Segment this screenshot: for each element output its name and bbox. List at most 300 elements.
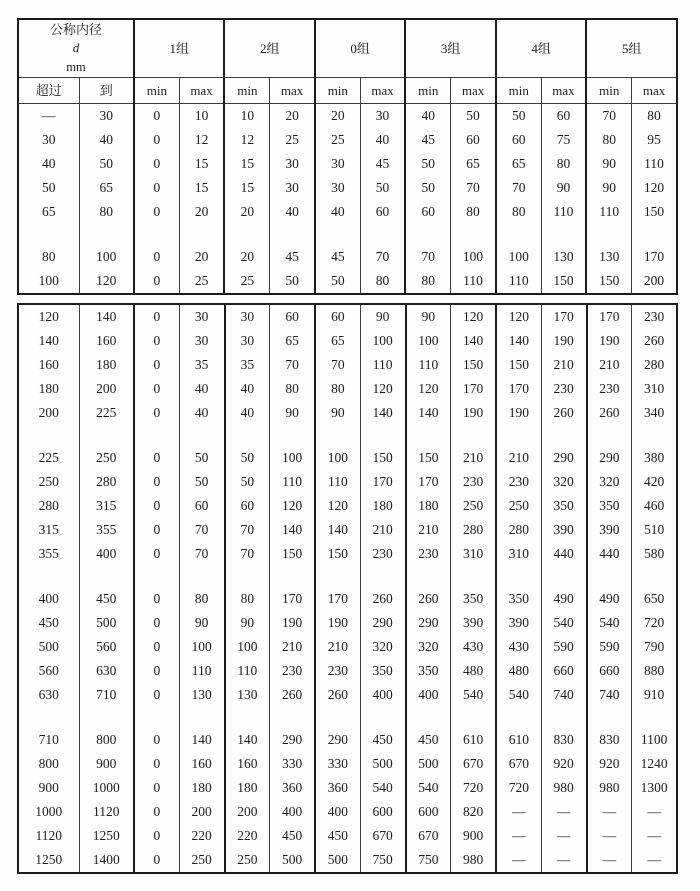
group-header-0: 0组 xyxy=(315,19,405,78)
cell-max: 130 xyxy=(541,245,586,269)
cell-min: 260 xyxy=(315,683,360,707)
spacer-cell xyxy=(179,425,224,446)
cell-max: 350 xyxy=(451,587,496,611)
cell-min: 130 xyxy=(225,683,270,707)
cell-min: 980 xyxy=(587,776,632,800)
cell-over: 180 xyxy=(38,381,59,397)
cell-max: 70 xyxy=(179,542,224,566)
cell-to: 450 xyxy=(79,587,134,611)
cell-max: 290 xyxy=(360,611,405,635)
cell-to: 560 xyxy=(79,635,134,659)
spacer-cell xyxy=(496,224,541,245)
cell-min: 230 xyxy=(496,470,541,494)
cell-to: 80 xyxy=(79,200,134,224)
max-label: max xyxy=(360,78,405,104)
cell-min: 65 xyxy=(315,329,360,353)
table-row xyxy=(18,542,677,566)
cell-max: — xyxy=(541,800,586,824)
cell-min: 450 xyxy=(406,728,451,752)
cell-over: 560 xyxy=(38,663,59,679)
cell-max: 230 xyxy=(451,470,496,494)
cell-over: 1120 xyxy=(35,828,62,844)
cell-max: 320 xyxy=(541,470,586,494)
cell-max: 720 xyxy=(632,611,677,635)
cell-min: 260 xyxy=(406,587,451,611)
header-group-row xyxy=(18,19,677,78)
cell-min: 0 xyxy=(134,683,179,707)
cell-max: 150 xyxy=(270,542,315,566)
cell-max: 390 xyxy=(541,518,586,542)
cell-max: 400 xyxy=(360,683,405,707)
cell-max: 330 xyxy=(270,752,315,776)
cell-min: 100 xyxy=(225,635,270,659)
cell-max: — xyxy=(632,800,677,824)
cell-max: 180 xyxy=(360,494,405,518)
cell-max: 60 xyxy=(270,304,315,329)
cell-over: 800 xyxy=(38,756,59,772)
group-header-4: 4组 xyxy=(496,19,586,78)
cell-max: 100 xyxy=(451,245,496,269)
cell-min: 20 xyxy=(224,200,269,224)
cell-min: 0 xyxy=(134,152,179,176)
cell-max: 590 xyxy=(541,635,586,659)
spacer-cell xyxy=(225,566,270,587)
cell-min: 190 xyxy=(587,329,632,353)
cell-max: 980 xyxy=(541,776,586,800)
cell-min: 30 xyxy=(225,304,270,329)
cell-max: — xyxy=(541,848,586,873)
cell-max: 45 xyxy=(270,245,315,269)
table-body-part-2 xyxy=(18,304,677,873)
cell-min: 660 xyxy=(587,659,632,683)
cell-max: 190 xyxy=(451,401,496,425)
cell-max: 35 xyxy=(179,353,224,377)
cell-max: 910 xyxy=(632,683,677,707)
cell-max: 20 xyxy=(179,200,224,224)
spacer-cell xyxy=(18,707,79,728)
cell-max: 980 xyxy=(451,848,496,873)
cell-min: 190 xyxy=(315,611,360,635)
spacer-cell xyxy=(79,707,134,728)
cell-over: 500 xyxy=(38,639,59,655)
cell-min: 45 xyxy=(405,128,450,152)
spacer-row xyxy=(18,566,677,587)
cell-min: 590 xyxy=(587,635,632,659)
cell-max: 150 xyxy=(360,446,405,470)
col-to-label: 到 xyxy=(79,78,134,104)
cell-min: 110 xyxy=(315,470,360,494)
cell-to: 200 xyxy=(79,377,134,401)
cell-min: 320 xyxy=(406,635,451,659)
clearance-table-part-1 xyxy=(17,18,678,295)
cell-max: 90 xyxy=(270,401,315,425)
cell-max: 10 xyxy=(179,104,224,129)
cell-min: 830 xyxy=(587,728,632,752)
cell-max: 320 xyxy=(360,635,405,659)
cell-max: 140 xyxy=(451,329,496,353)
cell-max: 1300 xyxy=(632,776,677,800)
cell-max: 140 xyxy=(360,401,405,425)
cell-over: 355 xyxy=(38,546,59,562)
spacer-cell xyxy=(18,224,79,245)
cell-max: 900 xyxy=(451,824,496,848)
cell-min: 390 xyxy=(496,611,541,635)
cell-min: 230 xyxy=(315,659,360,683)
cell-to: 1400 xyxy=(79,848,134,873)
cell-min: 360 xyxy=(315,776,360,800)
cell-min: 450 xyxy=(315,824,360,848)
cell-min: 210 xyxy=(315,635,360,659)
cell-max: 60 xyxy=(360,200,405,224)
cell-max: 210 xyxy=(541,353,586,377)
spacer-cell xyxy=(405,224,450,245)
cell-min: 0 xyxy=(134,200,179,224)
min-label: min xyxy=(315,78,360,104)
cell-min: 250 xyxy=(496,494,541,518)
spacer-cell xyxy=(79,224,134,245)
cell-max: 100 xyxy=(270,446,315,470)
cell-max: 170 xyxy=(360,470,405,494)
cell-over: 400 xyxy=(38,591,59,607)
cell-min: 110 xyxy=(225,659,270,683)
cell-min: 30 xyxy=(315,152,360,176)
cell-max: 110 xyxy=(179,659,224,683)
cell-max: — xyxy=(541,824,586,848)
cell-min: 0 xyxy=(134,104,179,129)
cell-max: 20 xyxy=(270,104,315,129)
cell-min: 440 xyxy=(587,542,632,566)
cell-min: 230 xyxy=(587,377,632,401)
cell-min: 60 xyxy=(315,304,360,329)
spacer-cell xyxy=(360,566,405,587)
cell-over: 80 xyxy=(42,249,56,265)
max-label: max xyxy=(632,78,677,104)
cell-min: 190 xyxy=(496,401,541,425)
spacer-cell xyxy=(179,707,224,728)
spacer-cell xyxy=(451,707,496,728)
cell-max: 45 xyxy=(360,152,405,176)
cell-max: 340 xyxy=(632,401,677,425)
cell-to: 160 xyxy=(79,329,134,353)
spacer-cell xyxy=(360,425,405,446)
cell-min: 600 xyxy=(406,800,451,824)
cell-min: 50 xyxy=(225,446,270,470)
spacer-cell xyxy=(134,707,179,728)
cell-max: 150 xyxy=(541,269,586,294)
table-row xyxy=(18,245,677,269)
spacer-cell xyxy=(496,566,541,587)
cell-max: 670 xyxy=(360,824,405,848)
cell-min: 150 xyxy=(586,269,631,294)
table-row xyxy=(18,329,677,353)
cell-min: 40 xyxy=(225,401,270,425)
table-row xyxy=(18,776,677,800)
spacer-cell xyxy=(179,566,224,587)
cell-to: 50 xyxy=(79,152,134,176)
cell-max: 650 xyxy=(632,587,677,611)
cell-over: 1250 xyxy=(35,852,63,868)
cell-min: 65 xyxy=(496,152,541,176)
cell-max: 260 xyxy=(632,329,677,353)
cell-min: 0 xyxy=(134,542,179,566)
cell-to: 180 xyxy=(79,353,134,377)
table-row xyxy=(18,752,677,776)
cell-min: 0 xyxy=(134,776,179,800)
cell-max: 430 xyxy=(451,635,496,659)
cell-min: 0 xyxy=(134,245,179,269)
cell-min: 750 xyxy=(406,848,451,873)
cell-min: 80 xyxy=(315,377,360,401)
cell-min: 0 xyxy=(134,470,179,494)
cell-min: 720 xyxy=(496,776,541,800)
cell-min: 50 xyxy=(405,152,450,176)
cell-max: 90 xyxy=(360,304,405,329)
spacer-cell xyxy=(632,707,677,728)
cell-max: 110 xyxy=(451,269,496,294)
cell-min: 100 xyxy=(406,329,451,353)
cell-max: 600 xyxy=(360,800,405,824)
cell-min: 0 xyxy=(134,329,179,353)
cell-max: 30 xyxy=(360,104,405,129)
cell-to: 710 xyxy=(79,683,134,707)
cell-min: 350 xyxy=(496,587,541,611)
cell-max: 50 xyxy=(360,176,405,200)
cell-max: 450 xyxy=(270,824,315,848)
cell-max: 170 xyxy=(541,304,586,329)
cell-min: 160 xyxy=(225,752,270,776)
cell-min: 80 xyxy=(586,128,631,152)
cell-max: 70 xyxy=(360,245,405,269)
cell-max: 120 xyxy=(451,304,496,329)
spacer-cell xyxy=(79,425,134,446)
cell-max: 210 xyxy=(451,446,496,470)
cell-to: 1000 xyxy=(79,776,134,800)
cell-min: 180 xyxy=(225,776,270,800)
cell-max: 260 xyxy=(541,401,586,425)
spacer-cell xyxy=(496,425,541,446)
cell-max: 660 xyxy=(541,659,586,683)
cell-min: 30 xyxy=(315,176,360,200)
cell-max: 290 xyxy=(270,728,315,752)
spacer-cell xyxy=(541,224,586,245)
cell-max: 720 xyxy=(451,776,496,800)
cell-min: — xyxy=(587,824,632,848)
cell-max: 290 xyxy=(541,446,586,470)
cell-max: 30 xyxy=(270,152,315,176)
cell-min: 0 xyxy=(134,800,179,824)
cell-min: 100 xyxy=(496,245,541,269)
cell-min: 20 xyxy=(224,245,269,269)
cell-min: 0 xyxy=(134,128,179,152)
cell-min: 280 xyxy=(496,518,541,542)
cell-max: 95 xyxy=(632,128,677,152)
spacer-cell xyxy=(134,224,179,245)
cell-min: 70 xyxy=(405,245,450,269)
cell-min: — xyxy=(496,824,541,848)
spacer-cell xyxy=(541,707,586,728)
header-minmax-row xyxy=(18,78,677,104)
cell-max: 70 xyxy=(451,176,496,200)
cell-max: 65 xyxy=(270,329,315,353)
group-header-5: 5组 xyxy=(586,19,677,78)
cell-min: 290 xyxy=(587,446,632,470)
spacer-cell xyxy=(18,425,79,446)
cell-max: 25 xyxy=(270,128,315,152)
cell-over: 1000 xyxy=(35,804,63,820)
cell-min: 80 xyxy=(496,200,541,224)
cell-max: 230 xyxy=(541,377,586,401)
cell-min: 210 xyxy=(496,446,541,470)
diameter-unit: mm xyxy=(66,60,86,75)
group-header-1: 1组 xyxy=(134,19,224,78)
table-row xyxy=(18,401,677,425)
cell-max: 190 xyxy=(270,611,315,635)
cell-min: 35 xyxy=(225,353,270,377)
cell-max: 180 xyxy=(179,776,224,800)
cell-min: 310 xyxy=(496,542,541,566)
cell-min: 15 xyxy=(224,152,269,176)
cell-max: 1100 xyxy=(632,728,677,752)
cell-max: 580 xyxy=(632,542,677,566)
diameter-symbol: d xyxy=(72,40,80,56)
cell-min: 90 xyxy=(586,176,631,200)
cell-max: 160 xyxy=(179,752,224,776)
cell-max: 250 xyxy=(179,848,224,873)
spacer-cell xyxy=(360,707,405,728)
cell-min: 0 xyxy=(134,635,179,659)
cell-max: 60 xyxy=(179,494,224,518)
cell-min: 0 xyxy=(134,494,179,518)
cell-over: — xyxy=(42,108,56,124)
cell-min: 0 xyxy=(134,176,179,200)
cell-max: 310 xyxy=(632,377,677,401)
cell-min: — xyxy=(496,800,541,824)
cell-min: 60 xyxy=(405,200,450,224)
cell-over: 120 xyxy=(38,309,59,325)
cell-max: 50 xyxy=(179,470,224,494)
cell-max: 500 xyxy=(360,752,405,776)
cell-over: 140 xyxy=(38,333,59,349)
cell-to: 65 xyxy=(79,176,134,200)
cell-max: 12 xyxy=(179,128,224,152)
cell-max: 120 xyxy=(360,377,405,401)
cell-max: 210 xyxy=(270,635,315,659)
cell-max: 360 xyxy=(270,776,315,800)
cell-over: 100 xyxy=(38,273,59,289)
diameter-header xyxy=(18,19,134,78)
cell-min: 170 xyxy=(587,304,632,329)
cell-max: 350 xyxy=(541,494,586,518)
cell-min: 110 xyxy=(406,353,451,377)
spacer-cell xyxy=(587,707,632,728)
cell-min: 0 xyxy=(134,728,179,752)
cell-over: 160 xyxy=(38,357,59,373)
cell-min: 150 xyxy=(406,446,451,470)
cell-max: 830 xyxy=(541,728,586,752)
cell-to: 140 xyxy=(79,304,134,329)
cell-max: 65 xyxy=(451,152,496,176)
table-row xyxy=(18,104,677,129)
cell-over: 280 xyxy=(38,498,59,514)
spacer-cell xyxy=(315,224,360,245)
cell-min: 0 xyxy=(134,848,179,873)
cell-min: 90 xyxy=(315,401,360,425)
cell-max: 230 xyxy=(632,304,677,329)
max-label: max xyxy=(270,78,315,104)
cell-min: 40 xyxy=(315,200,360,224)
cell-over: 50 xyxy=(42,180,56,196)
spacer-cell xyxy=(224,224,269,245)
spacer-cell xyxy=(315,566,360,587)
spacer-cell xyxy=(587,566,632,587)
cell-to: 800 xyxy=(79,728,134,752)
cell-min: 430 xyxy=(496,635,541,659)
min-label: min xyxy=(496,78,541,104)
cell-max: 230 xyxy=(360,542,405,566)
table-row xyxy=(18,518,677,542)
cell-min: 540 xyxy=(406,776,451,800)
cell-min: 50 xyxy=(496,104,541,129)
spacer-cell xyxy=(451,566,496,587)
cell-max: 190 xyxy=(541,329,586,353)
cell-min: 330 xyxy=(315,752,360,776)
cell-to: 225 xyxy=(79,401,134,425)
cell-max: 380 xyxy=(632,446,677,470)
cell-max: 120 xyxy=(632,176,677,200)
cell-min: 120 xyxy=(315,494,360,518)
cell-max: 310 xyxy=(451,542,496,566)
cell-max: 140 xyxy=(270,518,315,542)
cell-max: 40 xyxy=(179,377,224,401)
spacer-cell xyxy=(451,425,496,446)
cell-min: 0 xyxy=(134,518,179,542)
cell-min: 0 xyxy=(134,353,179,377)
cell-max: 210 xyxy=(360,518,405,542)
cell-max: 220 xyxy=(179,824,224,848)
cell-min: 230 xyxy=(406,542,451,566)
table-row xyxy=(18,176,677,200)
group-header-3: 3组 xyxy=(405,19,495,78)
cell-min: 170 xyxy=(315,587,360,611)
spacer-cell xyxy=(541,425,586,446)
col-over-label: 超过 xyxy=(18,78,79,104)
spacer-cell xyxy=(225,425,270,446)
cell-over: 65 xyxy=(42,204,56,220)
cell-min: 290 xyxy=(315,728,360,752)
cell-min: 10 xyxy=(224,104,269,129)
cell-min: 0 xyxy=(134,752,179,776)
cell-max: 150 xyxy=(632,200,677,224)
cell-max: 40 xyxy=(270,200,315,224)
spacer-cell xyxy=(451,224,496,245)
cell-min: 70 xyxy=(225,518,270,542)
cell-max: 170 xyxy=(270,587,315,611)
cell-max: 750 xyxy=(360,848,405,873)
cell-over: 40 xyxy=(42,156,56,172)
cell-over: 30 xyxy=(42,132,56,148)
cell-over: 630 xyxy=(38,687,59,703)
spacer-row xyxy=(18,224,677,245)
table-row xyxy=(18,200,677,224)
cell-min: 30 xyxy=(225,329,270,353)
cell-min: 140 xyxy=(406,401,451,425)
cell-over: 900 xyxy=(38,780,59,796)
cell-max: 920 xyxy=(541,752,586,776)
table-row xyxy=(18,848,677,873)
spacer-cell xyxy=(18,566,79,587)
cell-min: 140 xyxy=(496,329,541,353)
spacer-cell xyxy=(587,425,632,446)
